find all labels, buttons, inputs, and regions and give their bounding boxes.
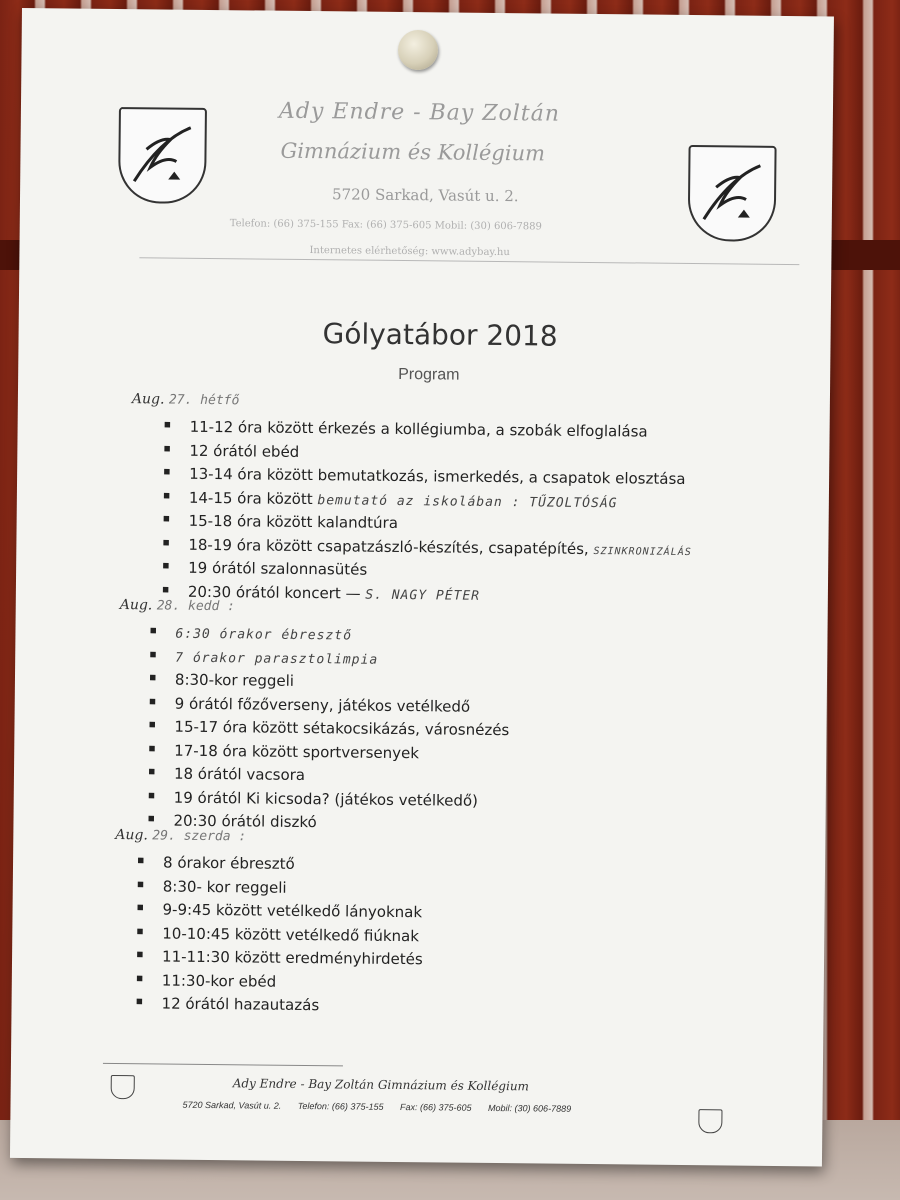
list-item: ▪ 20:30 órától koncert — S. NAGY PÉTER	[162, 582, 692, 611]
list-item: ▪ 11-11:30 között eredményhirdetés	[136, 947, 423, 974]
list-item: ▪ 19 órától Ki kicsoda? (játékos vetélkedő)	[148, 788, 509, 815]
page-title: Gólyatábor 2018	[322, 317, 558, 353]
list-item: ▪ 12 órától ebéd	[163, 441, 693, 470]
footer-address: 5720 Sarkad, Vasút u. 2.	[182, 1099, 282, 1111]
list-item: ▪ 15-17 óra között sétakocsikázás, városnézés	[148, 717, 509, 744]
list-item: ▪ 14-15 óra között bemutató az iskolában : TŰZOLTÓSÁG	[163, 488, 693, 517]
day-heading	[132, 391, 240, 408]
list-item: ▪ 13-14 óra között bemutatkozás, ismerkedés, a csapatok elosztása	[163, 465, 693, 494]
day-heading	[115, 827, 246, 844]
day-note: 28. kedd :	[156, 598, 236, 615]
list-item: ▪ 10-10:45 között vetélkedő fiúknak	[136, 924, 423, 951]
day-label: Aug.	[119, 597, 153, 614]
footer-mobile: Mobil: (30) 606-7889	[488, 1102, 572, 1114]
school-crest-icon	[698, 1109, 722, 1133]
list-item: ▪ 7 órakor parasztolimpia	[149, 647, 510, 674]
list-item: ▪ 18 órától vacsora	[148, 764, 509, 791]
list-item: ▪ 15-18 óra között kalandtúra	[162, 512, 692, 541]
list-item: ▪ 20:30 órától diszkó	[147, 811, 508, 838]
school-address: 5720 Sarkad, Vasút u. 2.	[331, 185, 519, 206]
footer-fax: Fax: (66) 375-605	[399, 1102, 472, 1113]
school-web: Internetes elérhetőség: www.adybay.hu	[309, 245, 510, 259]
page-subtitle: Program	[398, 365, 460, 384]
school-crest-icon	[118, 107, 207, 204]
day-note: 27. hétfő	[168, 392, 240, 409]
footer-phone: Telefon: (66) 375-155	[297, 1100, 384, 1112]
list-item: ▪ 19 órától szalonnasütés	[162, 558, 692, 587]
list-item: ▪ 12 órától hazautazás	[135, 994, 422, 1021]
list-item: ▪ 11-12 óra között érkezés a kollégiumba, a szobák elfoglalása	[163, 418, 693, 447]
list-item: ▪ 17-18 óra között sportversenyek	[148, 741, 509, 768]
school-crest-icon	[688, 145, 777, 242]
footer-school-name: Ady Endre - Bay Zoltán Gimnázium és Kollégium	[232, 1076, 530, 1094]
day-label: Aug.	[131, 391, 165, 408]
day-label: Aug.	[115, 827, 148, 844]
list-item: ▪ 8:30- kor reggeli	[137, 877, 424, 904]
day-program-list	[162, 418, 693, 612]
day-program-list	[135, 853, 423, 1020]
header-divider	[139, 257, 799, 265]
day-note: 29. szerda :	[152, 828, 247, 845]
day-heading	[120, 597, 235, 614]
list-item: ▪ 11:30-kor ebéd	[136, 971, 423, 998]
institution-name: Gimnázium és Kollégium	[280, 138, 546, 166]
list-item: ▪ 18-19 óra között csapatzászló-készítés, csapatépítés, SZINKRONIZÁLÁS	[162, 535, 692, 564]
footer-contact	[182, 1100, 585, 1114]
list-item: ▪ 8:30-kor reggeli	[149, 670, 510, 697]
list-item: ▪ 8 órakor ébresztő	[137, 853, 424, 880]
list-item: ▪ 9 órától főzőverseny, játékos vetélkedő	[149, 694, 510, 721]
school-name: Ady Endre - Bay Zoltán	[278, 98, 561, 127]
notice-paper	[10, 8, 834, 1166]
day-program-list	[147, 623, 510, 838]
list-item: ▪ 6:30 órakor ébresztő	[149, 623, 510, 650]
list-item: ▪ 9-9:45 között vetélkedő lányoknak	[136, 900, 423, 927]
school-contact: Telefon: (66) 375-155 Fax: (66) 375-605 Mobil: (30) 606-7889	[229, 218, 542, 233]
footer-divider	[103, 1063, 343, 1067]
school-crest-icon	[111, 1075, 135, 1099]
thumbtack-icon	[398, 30, 438, 70]
